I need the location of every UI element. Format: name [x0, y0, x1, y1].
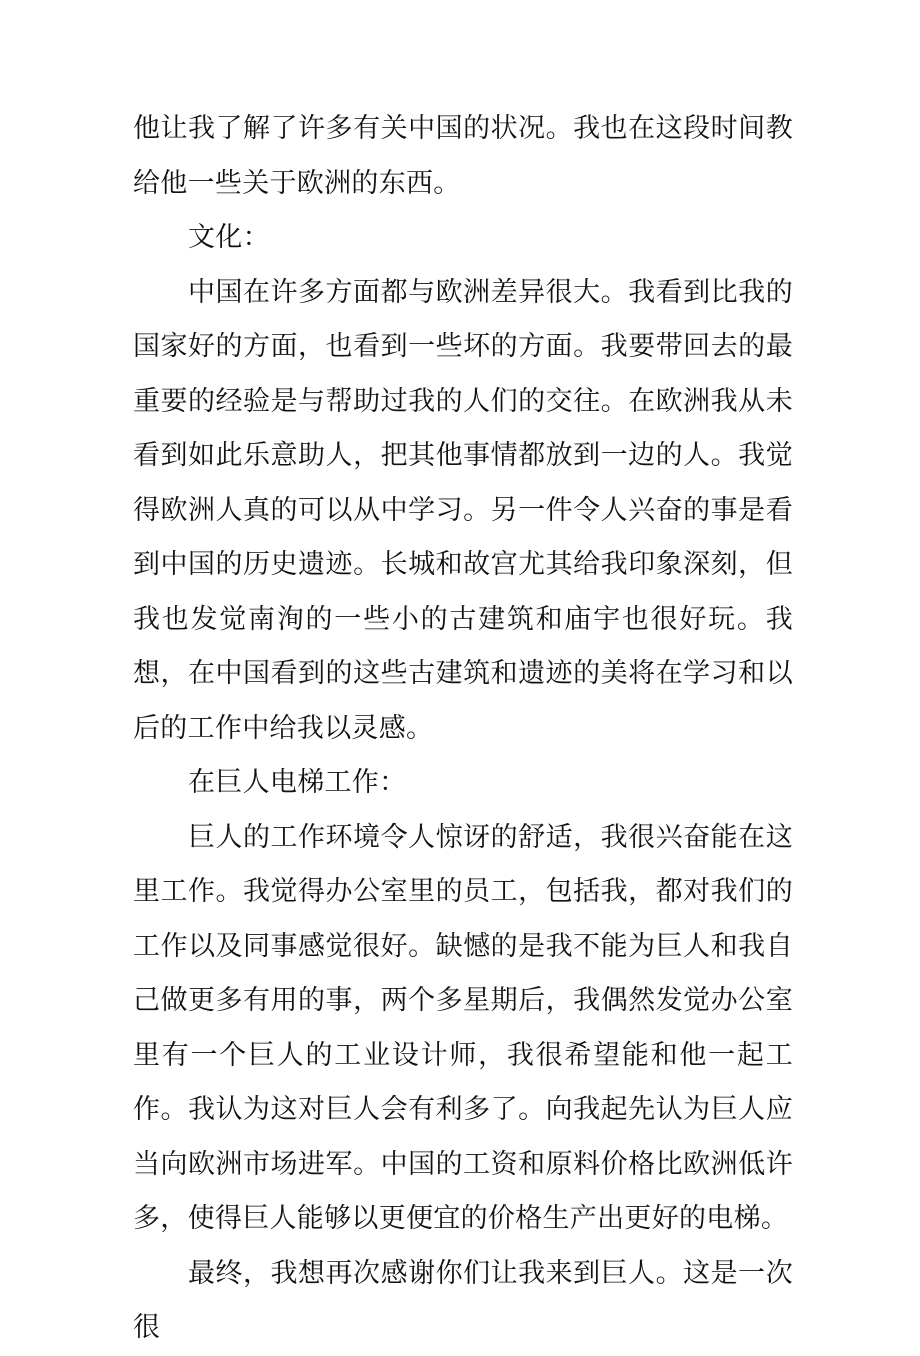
paragraph-continuation: 他让我了解了许多有关中国的状况。我也在这段时间教给他一些关于欧洲的东西。	[133, 113, 793, 199]
document-body	[133, 102, 793, 1356]
paragraph-culture: 中国在许多方面都与欧洲差异很大。我看到比我的国家好的方面，也看到一些坏的方面。我要带回去的最重要的经验是与帮助过我的人们的交往。在欧洲我从未看到如此乐意助人，把其他事情都放到一边的人。我觉得欧洲人真的可以从中学习。另一件令人兴奋的事是看到中国的历史遗迹。长城和故宫尤其给我印象深刻，但我也发觉南洵的一些小的古建筑和庙宇也很好玩。我想，在中国看到的这些古建筑和遗迹的美将在学习和以后的工作中给我以灵感。	[133, 276, 793, 744]
section-heading-culture: 文化：	[188, 222, 270, 253]
paragraph-work: 巨人的工作环境令人惊讶的舒适，我很兴奋能在这里工作。我觉得办公室里的员工，包括我，都对我们的工作以及同事感觉很好。缺憾的是我不能为巨人和我自己做更多有用的事，两个多星期后，我偶然发觉办公室里有一个巨人的工业设计师，我很希望能和他一起工作。我认为这对巨人会有利多了。向我起先认为巨人应当向欧洲市场进军。中国的工资和原料价格比欧洲低许多，使得巨人能够以更便宜的价格生产出更好的电梯。	[133, 821, 793, 1234]
section-heading-work: 在巨人电梯工作：	[188, 767, 407, 798]
paragraph-closing: 最终，我想再次感谢你们让我来到巨人。这是一次很	[133, 1257, 793, 1343]
